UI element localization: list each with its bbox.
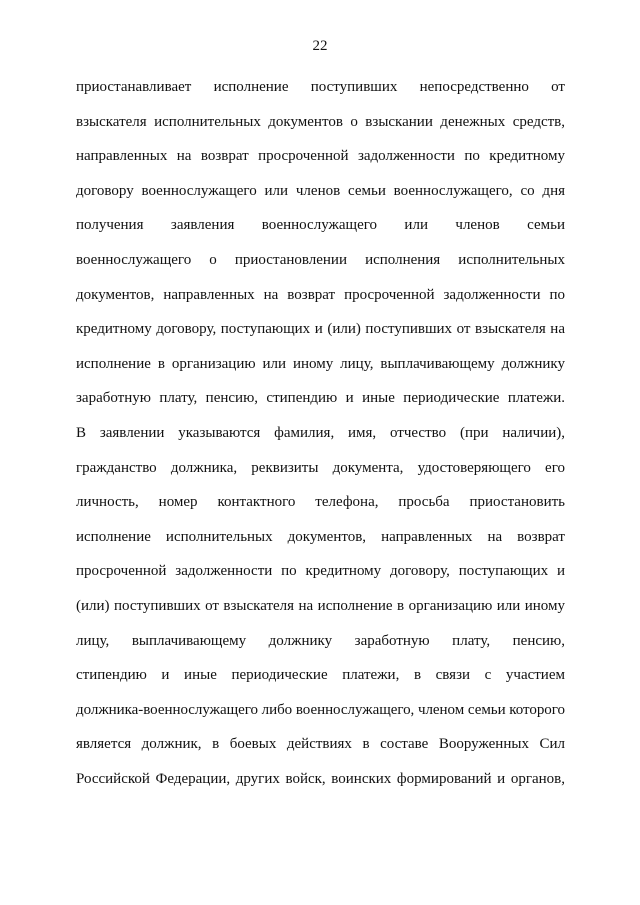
text-line: является должник, в боевых действиях в составе Вооруженных Сил (76, 736, 565, 753)
text-line: должника-военнослужащего либо военнослужащего, членом семьи которого (76, 701, 565, 718)
page-number: 22 (312, 38, 328, 54)
text-line: лицу, выплачивающему должнику заработную плату, пенсию, (76, 632, 565, 649)
text-line: документов, направленных на возврат просроченной задолженности по (76, 286, 565, 303)
text-line: взыскателя исполнительных документов о взыскании денежных средств, (76, 113, 565, 130)
text-line: гражданство должника, реквизиты документа, удостоверяющего его (76, 459, 565, 476)
text-line: исполнение в организацию или иному лицу, выплачивающему должнику (76, 355, 565, 372)
text-line: (или) поступивших от взыскателя на исполнение в организацию или иному (76, 597, 565, 614)
text-line: стипендию и иные периодические платежи, в связи с участием (76, 667, 565, 684)
text-line: заработную плату, пенсию, стипендию и иные периодические платежи. (76, 390, 565, 407)
text-line: получения заявления военнослужащего или членов семьи (76, 217, 565, 234)
text-line: направленных на возврат просроченной задолженности по кредитному (76, 148, 565, 165)
text-line: личность, номер контактного телефона, просьба приостановить (76, 494, 565, 511)
text-line: кредитному договору, поступающих и (или) поступивших от взыскателя на (76, 321, 565, 338)
text-line: договору военнослужащего или членов семьи военнослужащего, со дня (76, 182, 565, 199)
text-line: исполнение исполнительных документов, направленных на возврат (76, 528, 565, 545)
text-line: Российской Федерации, других войск, воинских формирований и органов, (76, 770, 565, 787)
text-line: просроченной задолженности по кредитному договору, поступающих и (76, 563, 565, 580)
text-line: военнослужащего о приостановлении исполнения исполнительных (76, 251, 565, 268)
text-line: приостанавливает исполнение поступивших непосредственно от (76, 79, 565, 95)
text-line: В заявлении указываются фамилия, имя, отчество (при наличии), (76, 424, 565, 441)
body-text (76, 74, 565, 800)
